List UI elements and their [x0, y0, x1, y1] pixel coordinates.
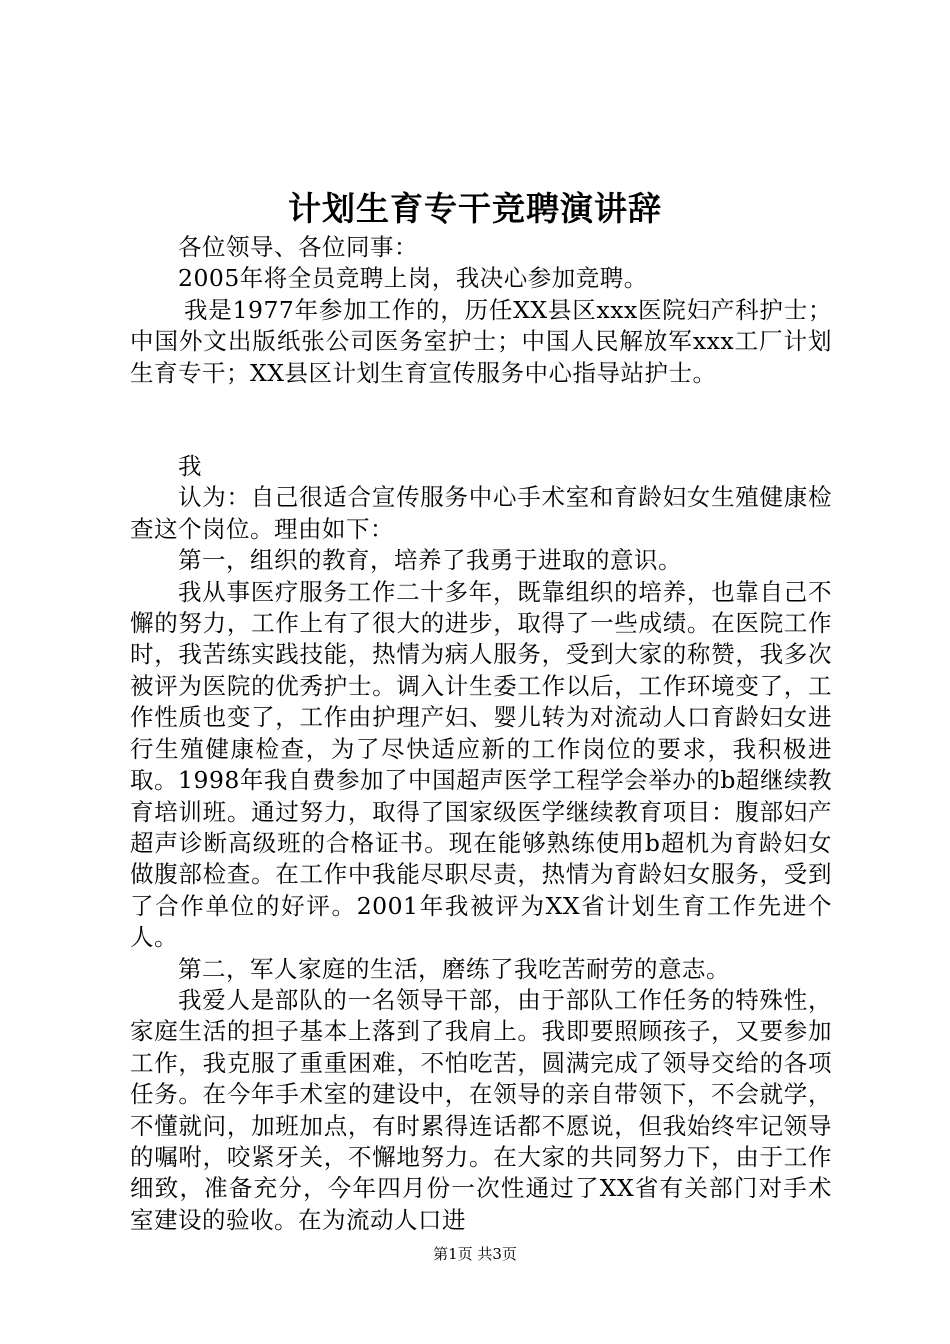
paragraph: 我	[178, 452, 202, 481]
paragraph: 认为：自己很适合宣传服务中心手术室和育龄妇女生殖健康检查这个岗位。理由如下：	[130, 483, 832, 543]
paragraph: 2005年将全员竞聘上岗，我决心参加竞聘。	[178, 264, 648, 293]
page-footer: 第1页 共3页	[433, 1245, 517, 1263]
blank-line	[130, 389, 832, 451]
section-heading: 第二，军人家庭的生活，磨练了我吃苦耐劳的意志。	[178, 954, 730, 983]
document-title: 计划生育专干竞聘演讲辞	[288, 189, 662, 228]
paragraph: 我是1977年参加工作的，历任XX县区xxx医院妇产科护士；中国外文出版纸张公司医务室护士；中国人民解放军xxx工厂计划生育专干；XX县区计划生育宣传服务中心指导站护士。	[130, 295, 832, 387]
section-heading: 第一，组织的教育，培养了我勇于进取的意识。	[178, 546, 682, 575]
paragraph: 我爱人是部队的一名领导干部，由于部队工作任务的特殊性，家庭生活的担子基本上落到了我肩上。我即要照顾孩子，又要参加工作，我克服了重重困难，不怕吃苦，圆满完成了领导交给的各项任务。在今年手术室的建设中，在领导的亲自带领下，不会就学，不懂就问，加班加点，有时累得连话都不愿说，但我始终牢记领导的嘱咐，咬紧牙关，不懈地努力。在大家的共同努力下，由于工作细致，准备充分，今年四月份一次性通过了XX省有关部门对手术室建设的验收。在为流动人口进	[130, 985, 832, 1234]
paragraph: 我从事医疗服务工作二十多年，既靠组织的培养，也靠自己不懈的努力，工作上有了很大的进步，取得了一些成绩。在医院工作时，我苦练实践技能，热情为病人服务，受到大家的称赞，我多次被评为医院的优秀护士。调入计生委工作以后，工作环境变了，工作性质也变了，工作由护理产妇、婴儿转为对流动人口育龄妇女进行生殖健康检查，为了尽快适应新的工作岗位的要求，我积极进取。1998年我自费参加了中国超声医学工程学会举办的b超继续教育培训班。通过努力，取得了国家级医学继续教育项目：腹部妇产超声诊断高级班的合格证书。现在能够熟练使用b超机为育龄妇女做腹部检查。在工作中我能尽职尽责，热情为育龄妇女服务，受到了合作单位的好评。2001年我被评为XX省计划生育工作先进个人。	[130, 577, 832, 952]
document-body	[130, 232, 832, 1236]
salutation-paragraph: 各位领导、各位同事：	[178, 233, 418, 261]
